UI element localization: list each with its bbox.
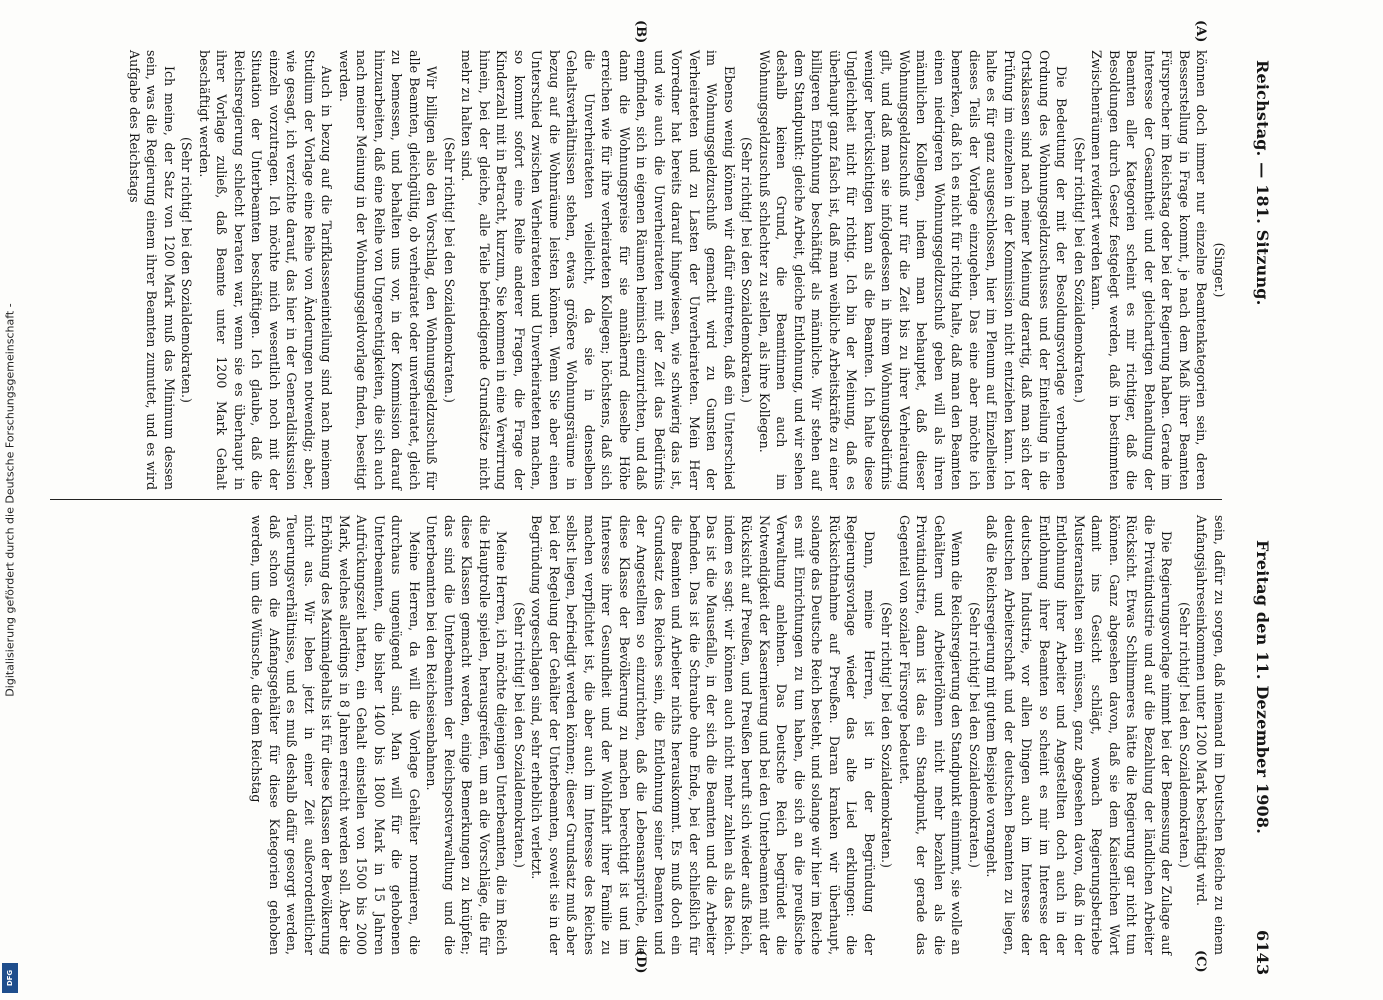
interjection: (Sehr richtig! bei den Sozialdemokraten.) <box>1177 602 1192 868</box>
interjection: (Sehr richtig! bei den Sozialdemokraten.) <box>442 137 457 403</box>
paragraph: können doch immer nur einzelne Beamtenkategorien sein, deren Besserstellung in Frage kommt, je nach dem Maß ihrer Beamten Fürsprecher im Reichstag oder bei der Regierung haben. Gerade im Interesse der Gesamtheit und der gleichartigen Behandlung der Beamten aller Kategorien scheint es mir richtiger, daß die Besoldungen durch Gesetz festgelegt werden, daß in bestimmten Zwischenräumen revidiert werden kann. <box>1089 50 1210 490</box>
paragraph: Auch in bezug auf die Tarifklasseneinteilung sind nach meinem Studium der Vorlage eine Reihe von Änderungen notwendig; aber, wie gesagt, ich verzichte darauf, das hier in der Generaldiskussion einzeln vorzutragen. Ich möchte mich wesentlich noch mit der Situation der Unterbeamten beschäftigen. Ich glaube, daß die Reichsregierung schlecht beraten war, wenn sie es überhaupt in ihrer Vorlage zuließ, daß Beamte unter 1200 Mark Gehalt beschäftigt werden. <box>197 50 335 490</box>
paragraph: Dann, meine Herren, ist in der Begründung der Regierungsvorlage wieder das alte Lied erklungen: die Rücksichtnahme auf Preußen. Daran kranken wir überhaupt, solange das Deutsche Reich besteht, und solange wir hier im Reiche es mit Einrichtungen zu tun haben, die sich an die preußische Verwaltung anlehnen. Das Deutsche Reich begründet die Notwendigkeit der Kasernierung und bei den Unterbeamten mit der Rücksicht auf Preußen, und Preußen beruft sich wieder aufs Reich, indem es sagt: wir können auch nicht mehr zahlen als das Reich. Das ist die Mausefalle, in der sich die Beamten und die Arbeiter befinden. Das ist die Schraube ohne Ende, bei der schließlich für die Beamten und Arbeiter nichts herauskommt. Es muß doch ein Grundsatz des Reiches sein, die Entlohnung seiner Beamten und der Angestellten so einzurichten, daß die Lebensansprüche, die diese Klasse der Bevölkerung zu machen berechtigt ist und im Interesse ihrer Gesundheit und der Wohlfahrt ihrer Familie zu machen verpflichtet ist, die aber auch im Interesse des Reiches selbst liegen, befriedigt werden können; dieser Grundsatz muß aber bei der Regelung der Gehälter der Unterbeamten, soweit sie in der Begründung vorgeschlagen sind, sehr erheblich verletzt. <box>529 515 877 955</box>
dfg-logo <box>2 963 18 993</box>
interjection: (Sehr richtig! bei den Sozialdemokraten.) <box>967 602 982 868</box>
margin-mark-d: (D) <box>633 950 648 974</box>
right-column <box>248 515 1228 955</box>
interjection: (Sehr richtig! bei den Sozialdemokraten.) <box>739 137 755 403</box>
left-column <box>126 50 1229 490</box>
paragraph: Die Regierungsvorlage nimmt bei der Bemessung der Zulage auf die Privatindustrie und auf die Bezahlung der ländlichen Arbeiter Rücksicht. Etwas Schlimmeres hätte die Regierung gar nicht tun können. Ganz abgesehen davon, daß sie dem Kaiserlichen Wort damit ins Gesicht schlägt, wonach Regierungsbetriebe Musteranstalten sein müssen, ganz abgesehen davon, daß in der Entlohnung ihrer Arbeiter und Angestellten doch auch in der Entlohnung ihrer Beamten so scheint es mir im Interesse der deutschen Industrie, vor allen Dingen auch im Interesse der deutschen Arbeiterschaft und der deutschen Beamten zu liegen, daß die Reichsregierung mit gutem Beispiele vorangeht. <box>984 515 1175 955</box>
digitization-credit-label: Digitalisierung gefördert durch die Deutsche Forschungsgemeinschaft - <box>3 303 17 697</box>
paragraph: sein, dafür zu sorgen, daß niemand im Deutschen Reiche zu einem Anfangsjahreseinkommen unter 1200 Mark beschäftigt wird. <box>1194 515 1227 955</box>
running-header-date: Freitag den 11. Dezember 1908. <box>1253 540 1272 834</box>
interjection: (Sehr richtig! bei den Sozialdemokraten.) <box>512 602 527 868</box>
dfg-logo-text: DFG <box>6 969 14 987</box>
digitization-credit-strip <box>0 0 20 1000</box>
margin-mark-c: (C) <box>1193 950 1208 973</box>
paragraph: Meine Herren, ich möchte diejenigen Unterbeamten, die im Reich die Hauptrolle spielen, herausgreifen, um an die Vorschläge, die für diese Klassen gemacht werden, einige Bemerkungen zu knüpfen; das sind die Unterbeamten der Reichspostverwaltung und die Unterbeamten bei den Reichseisenbahnen. <box>424 515 510 955</box>
margin-mark-a: (A) <box>1193 20 1208 43</box>
paragraph: Wir billigen also den Vorschlag, den Wohnungsgeldzuschuß für alle Beamten, gleichgültig, ob verheiratet oder unverheiratet, gleich zu bemessen, und behalten uns vor, in der Kommission darauf hinzuarbeiten, daß eine Reihe von Ungerechtigkeiten, die sich auch nach meiner Meinung in der Wohnungsgeldvorlage finden, beseitigt werden. <box>337 50 440 490</box>
paragraph: Ebenso wenig können wir dafür eintreten, daß ein Unterschied im Wohnungsgeldzuschuß gemacht wird zu Gunsten der Verheirateten und zu Lasten der Unverheirateten. Mein Herr Vorredner hat bereits darauf hingewiesen, wie schwierig das ist, und wie auch die Unverheirateten mit der Zeit das Bedürfnis empfinden, sich in eigenen Räumen heimisch einzurichten, und daß dann die Wohnungspreise für sie annähernd dieselbe Höhe erreichen wie für ihre verheirateten Kollegen; höchstens, daß sich die Unverheirateten vielleicht, da sie in denselben Gehaltsverhältnissen stehen, etwas größere Wohnungsräume in bezug auf die Wohnräume leisten können. Wenn Sie aber einen Unterschied zwischen Verheirateten und Unverheirateten machen, so kommt sofort eine Reihe anderer Fragen, die Frage der Kinderzahl mit in Betracht, kurzum, Sie kommen in eine Verwirrung hinein, bei der gleiche, alle Teile befriedigende Grundsätze nicht mehr zu halten sind. <box>459 50 737 490</box>
interjection: (Sehr richtig! bei den Sozialdemokraten.) <box>1072 137 1087 403</box>
paragraph: Meine Herren, da will die Vorlage Gehälter normieren, die durchaus ungenügend sind. Man will für die gehobenen Unterbeamten, die bisher 1400 bis 1800 Mark in 15 Jahren Aufrückungszeit hatten, ein Gehalt einstellen von 1500 bis 2000 Mark, welches allerdings in 8 Jahren erreicht werden soll. Aber die Erhöhung des Maximalgehalts ist für diese Klassen der Bevölkerung nicht aus. Wir leben jetzt in einer Zeit außerordentlicher Teuerungsverhältnisse, und es muß deshalb dafür gesorgt werden, daß schon die Anfangsgehälter für diese Kategorien gehoben werden, um die Wünsche, die dem Reichstag <box>249 515 422 955</box>
interjection: (Sehr richtig! bei den Sozialdemokraten.) <box>879 602 895 868</box>
paragraph: Die Bedeutung der mit der Besoldungsvorlage verbundenen Ordnung des Wohnungsgeldzuschusses und der Einteilung in die Ortsklassen sind nach meiner Meinung derartig, daß man sich der Prüfung im einzelnen in der Kommission nicht entziehen kann. Ich halte es für ganz ausgeschlossen, hier im Plenum auf Einzelheiten dieses Teils der Vorlage einzugehen. Das eine aber möchte ich bemerken, daß ich es nicht für richtig halte, daß man den Beamten einen niedrigeren Wohnungsgeldzuschuß geben will als ihren männlichen Kollegen, indem man behauptet, daß dieser Wohnungsgeldzuschuß nur für die Zeit bis zu ihrer Verheiratung gilt, und daß man sie infolgedessen in ihrem Wohnungsbedürfnis weniger berücksichtigen kann als die Beamten. Ich halte diese Ungleichheit nicht für richtig. Ich bin der Meinung, daß es überhaupt ganz falsch ist, daß man weibliche Arbeitskräfte zu einer billigeren Entlohnung beschäftigt als männliche. Wir stehen auf dem Standpunkt: gleiche Arbeit, gleiche Entlohnung, und wir sehen deshalb keinen Grund, die Beamtinnen auch im Wohnungsgeldzuschuß schlechter zu stellen, als ihre Kollegen. <box>757 50 1070 490</box>
speaker-name: (Singer.) <box>1212 242 1227 298</box>
margin-mark-b: (B) <box>633 20 648 44</box>
paragraph: Ich meine, der Satz von 1200 Mark muß das Minimum dessen sein, was die Regierung einem ihrer Beamten zumutet, und es wird Aufgabe des Reichstags <box>127 50 177 490</box>
interjection: (Sehr richtig! bei den Sozialdemokraten.) <box>179 137 195 403</box>
document-page <box>8 0 1308 1000</box>
paragraph: Wenn die Reichsregierung den Standpunkt einnimmt, sie wolle an Gehältern und Arbeiterlöhnen nicht mehr bezahlen als die Privatindustrie, dann ist das ein Standpunkt, der gerade das Gegenteil von sozialer Fürsorge bedeutet. <box>897 515 965 955</box>
column-divider <box>50 499 1222 500</box>
running-header-left: Reichstag. — 181. Sitzung. <box>1253 60 1272 306</box>
page-number: 6143 <box>1253 930 1272 976</box>
